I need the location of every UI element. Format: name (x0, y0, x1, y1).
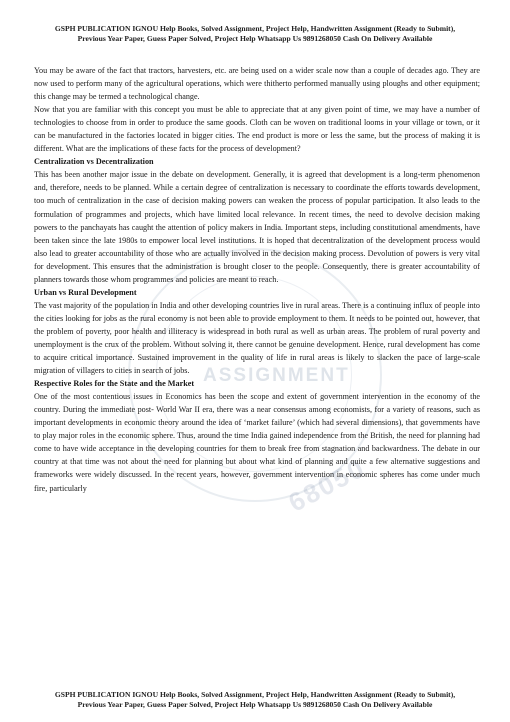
page-footer: GSPH PUBLICATION IGNOU Help Books, Solved Assignment, Project Help, Handwritten Assignment (Ready to Submit), Previous Year Paper, Guess Paper Solved, Project Help Whatsapp Us 9891268050 Cash On Delivery Available (54, 690, 456, 710)
paragraph-urban-rural: The vast majority of the population in India and other developing countries live in rural areas. There is a continuing influx of people into the cities looking for jobs as the rural economy is not been able to provide employment to them. It needs to be pointed out, however, that the problem of poverty, poor health and illiteracy is widespread in both rural as well as urban areas. The problem of rural poverty and unemployment is the crux of the problem. Without solving it, there cannot be genuine development. Hence, rural development has come to acquire critical importance. Sustained improvement in the quality of life in rural areas is likely to slacken the pace of large-scale migration of villagers to cities in search of jobs. (34, 300, 480, 376)
document-body (34, 64, 480, 495)
watermark-word: ASSIGNMENT (203, 365, 350, 386)
paragraph-state-market: One of the most contentious issues in Economics has been the scope and extent of government intervention in the economy of the country. During the immediate post- World War II era, there was a near consensus among economists, for a variety of reasons, such as important developments in economic theory around the idea of ‘market failure’ (which had several dimensions), that governments have to play major roles in the economic sphere. Thus, around the time India gained independence from the British, the need for planning had come to have wide acceptance in the developing countries for them to break free from stagnation and backwardness. The debate in our country at that time was not about the need for planning but about what kind of planning and quite a few alternative suggestions and frameworks were widely discussed. In the recent years, however, government intervention in economic spheres has come under much fire, particularly (34, 392, 480, 493)
heading-centralization: Centralization vs Decentralization (34, 157, 154, 167)
paragraph-technology-tractors: You may be aware of the fact that tractors, harvesters, etc. are being used on a wider scale now than a couple of decades ago. They are now used to perform many of the agricultural operations, which were thitherto performed manually using ploughs and other equipment; this change may be termed a technological change. (34, 66, 480, 102)
heading-state-market: Respective Roles for the State and the Market (34, 379, 195, 389)
watermark-number: 68050 (283, 452, 371, 518)
paragraph-technology-choice: Now that you are familiar with this concept you must be able to appreciate that at any given point of time, we may have a number of technologies to choose from in order to produce the same goods. Cloth can be woven on traditional looms in your village or town, or it can be manufactured in the factories located in bigger cities. The end product is more or less the same, but the process of making it is different. What are the implications of these facts for the process of development? (34, 105, 480, 154)
heading-urban-rural: Urban vs Rural Development (34, 287, 137, 297)
page-header: GSPH PUBLICATION IGNOU Help Books, Solved Assignment, Project Help, Handwritten Assignment (Ready to Submit), Previous Year Paper, Guess Paper Solved, Project Help Whatsapp Us 9891268050 Cash On Delivery Available (54, 24, 456, 44)
paragraph-centralization: This has been another major issue in the debate on development. Generally, it is agreed that development is a long-term phenomenon and, therefore, needs to be planned. While a certain degree of centralization is necessary to coordinate the efforts towards development, too much of centralization in the case of decision making powers can weaken the process of popular participation. It also leads to the formulation of programmes and projects, which have limited local relevance. In recent times, the need to devolve decision making powers to the panchayats has caught the attention of policy makers in India. Important steps, including constitutional amendments, have been taken since the late 1980s to empower local level institutions. It is hoped that decentralization of the development process would also lead to greater accountability of those who are actually involved in the decision making process. Devolution of powers is very vital for development. This ensures that the administration is brought closer to the people. Consequently, there is greater accountability of planners towards those whom programmes and policies are meant to reach. (34, 170, 480, 284)
